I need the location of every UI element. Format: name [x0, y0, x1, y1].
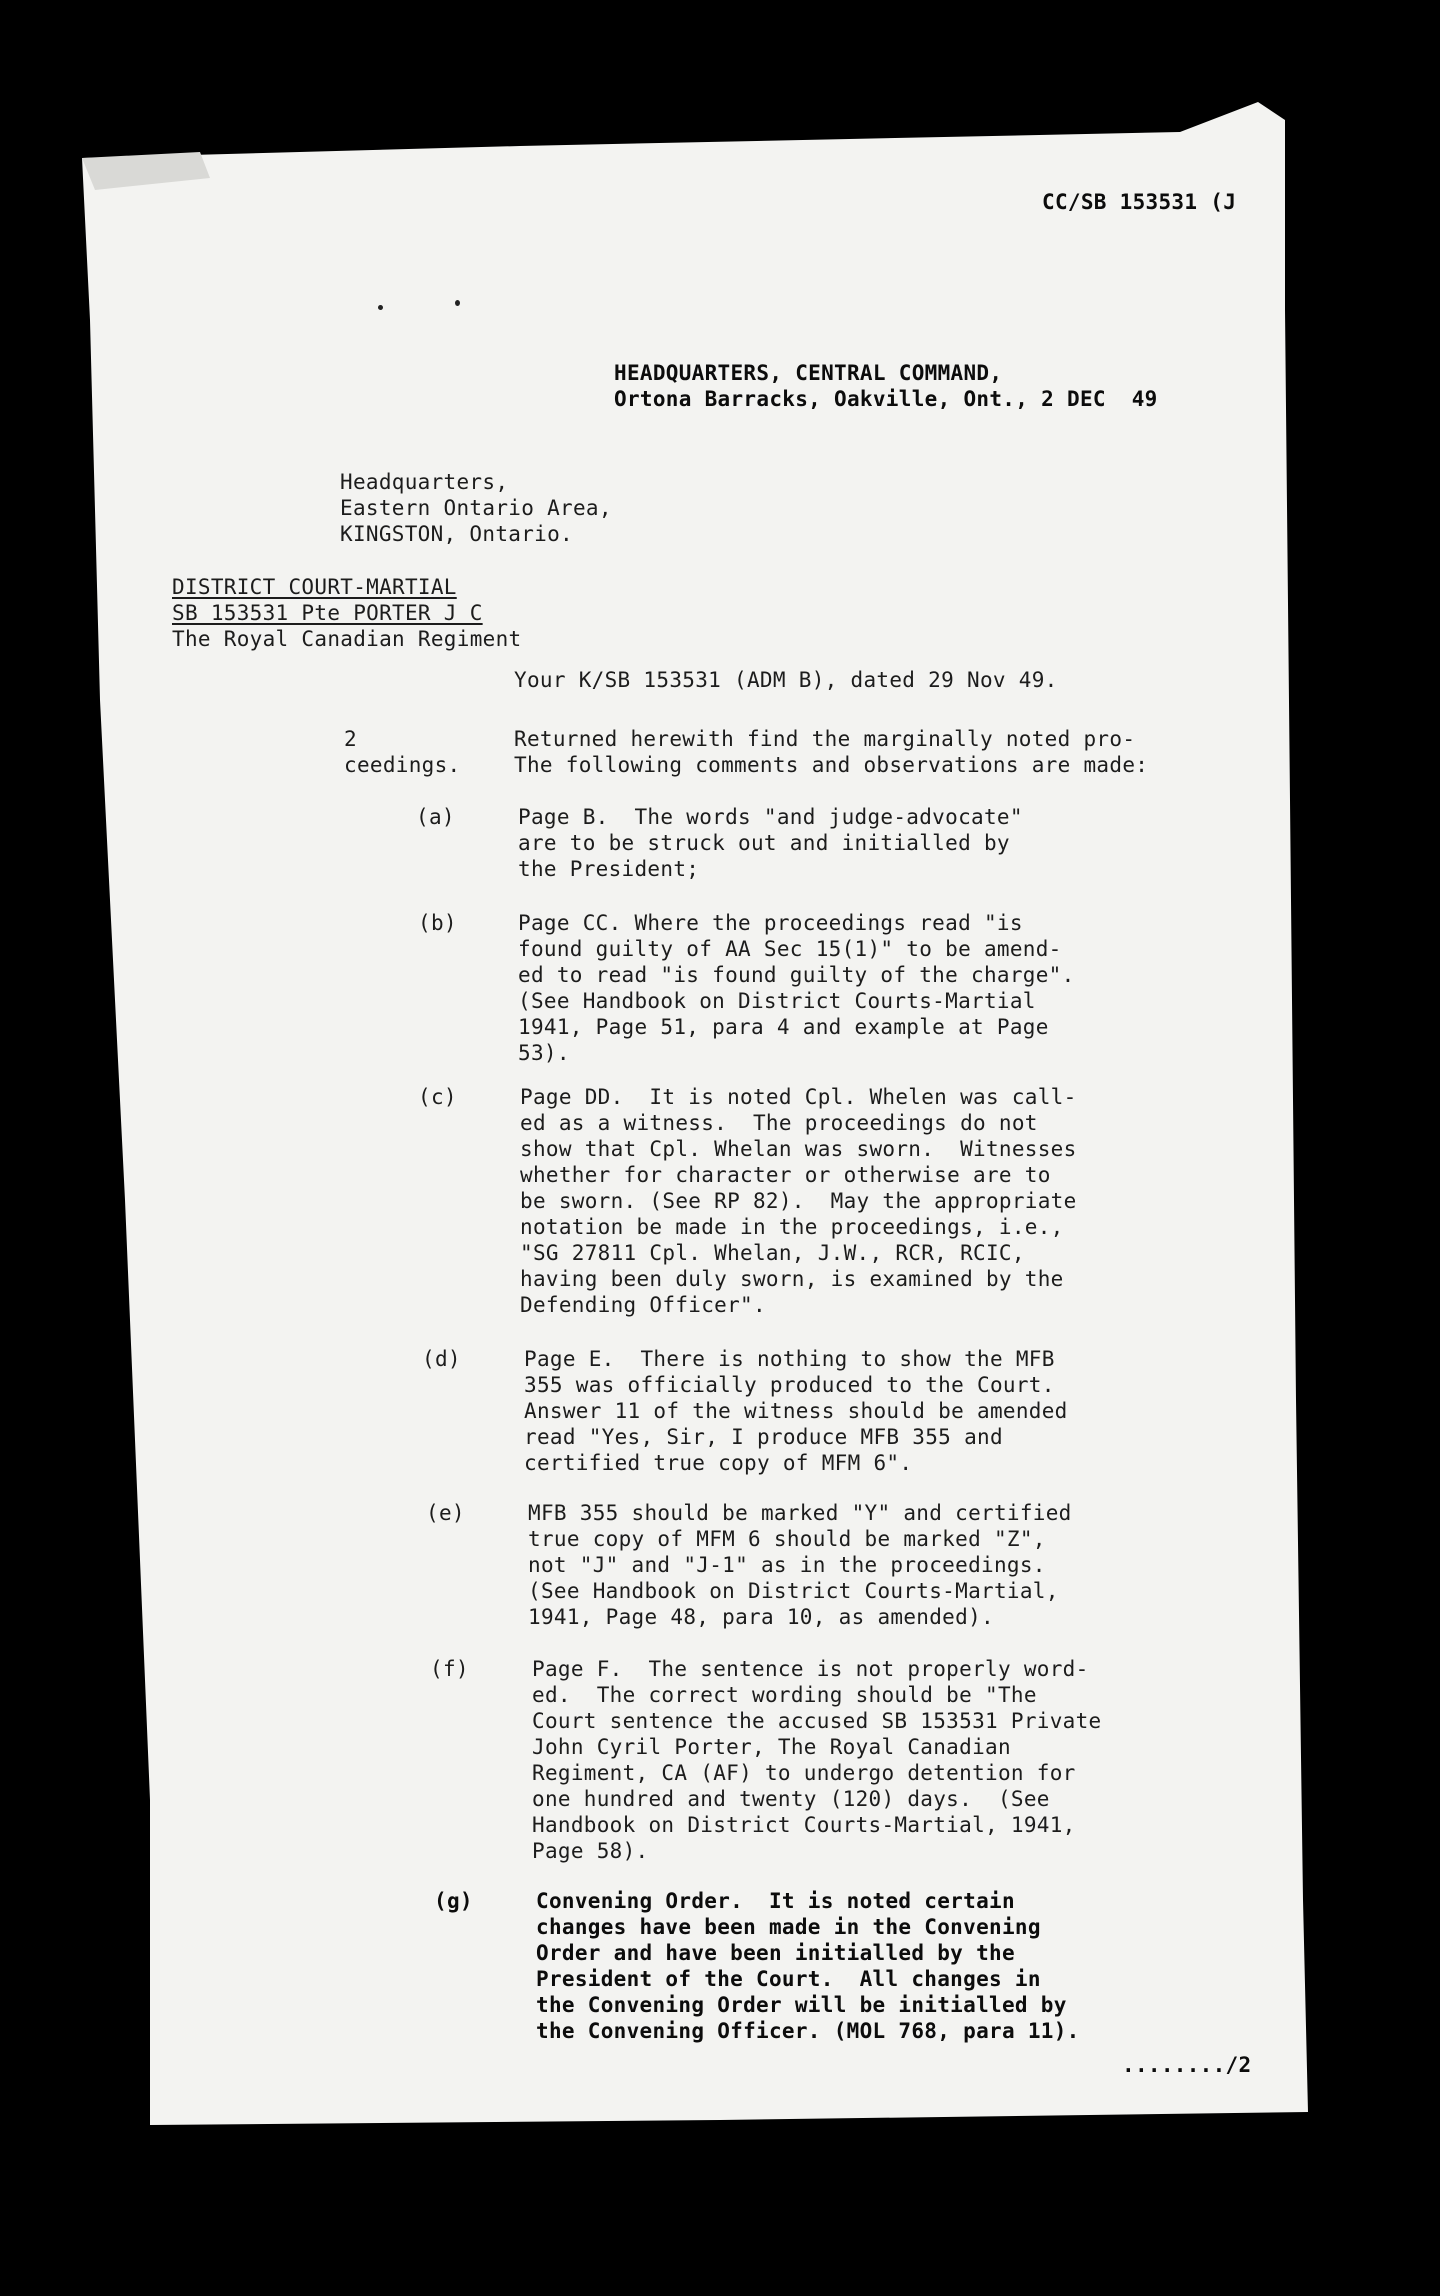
item-line: are to be struck out and initialled by	[518, 831, 1010, 855]
item-label: (c)	[418, 1085, 457, 1109]
item-line: Answer 11 of the witness should be amended	[524, 1399, 1068, 1423]
item-line: Defending Officer".	[520, 1293, 766, 1317]
ink-speck	[378, 305, 383, 310]
item-label: (d)	[422, 1347, 461, 1371]
item-label: (b)	[418, 911, 457, 935]
item-line: 53).	[518, 1041, 570, 1065]
item-line: ed as a witness. The proceedings do not	[520, 1111, 1038, 1135]
subject-line-2: SB 153531 Pte PORTER J C	[172, 601, 483, 625]
ink-speck	[455, 300, 460, 306]
item-line: Page E. There is nothing to show the MFB	[524, 1347, 1055, 1371]
item-line: whether for character or otherwise are to	[520, 1163, 1051, 1187]
item-line: Handbook on District Courts-Martial, 1941,	[532, 1813, 1076, 1837]
item-line: 355 was officially produced to the Court.	[524, 1373, 1055, 1397]
item-line: be sworn. (See RP 82). May the appropriate	[520, 1189, 1077, 1213]
item-line: true copy of MFM 6 should be marked "Z",	[528, 1527, 1046, 1551]
item-line: Order and have been initialled by the	[536, 1941, 1015, 1965]
item-line: show that Cpl. Whelan was sworn. Witnesses	[520, 1137, 1077, 1161]
margin-note-line-2: ceedings.	[344, 753, 461, 777]
item-line: President of the Court. All changes in	[536, 1967, 1041, 1991]
item-line: Court sentence the accused SB 153531 Private	[532, 1709, 1102, 1733]
item-label: (g)	[434, 1889, 473, 1913]
addressee-line-1: Headquarters,	[340, 470, 509, 494]
item-line: the Convening Officer. (MOL 768, para 11).	[536, 2019, 1080, 2043]
subject-line-3: The Royal Canadian Regiment	[172, 627, 522, 651]
file-reference: CC/SB 153531 (J	[1042, 190, 1237, 214]
header-line-1: HEADQUARTERS, CENTRAL COMMAND,	[614, 361, 1003, 385]
item-line: "SG 27811 Cpl. Whelan, J.W., RCR, RCIC,	[520, 1241, 1025, 1265]
item-line: Page F. The sentence is not properly word-	[532, 1657, 1089, 1681]
item-line: (See Handbook on District Courts-Martial,	[528, 1579, 1059, 1603]
item-line: ed. The correct wording should be "The	[532, 1683, 1037, 1707]
item-line: Page 58).	[532, 1839, 649, 1863]
page-continuation: ......../2	[1122, 2053, 1252, 2077]
intro-line-1: Returned herewith find the marginally noted pro-	[514, 727, 1136, 751]
item-line: Page DD. It is noted Cpl. Whelen was call-	[520, 1085, 1077, 1109]
item-label: (a)	[416, 805, 455, 829]
item-line: 1941, Page 51, para 4 and example at Page	[518, 1015, 1049, 1039]
item-line: changes have been made in the Convening	[536, 1915, 1041, 1939]
item-line: Page B. The words "and judge-advocate"	[518, 805, 1023, 829]
item-line: certified true copy of MFM 6".	[524, 1451, 913, 1475]
item-line: Page CC. Where the proceedings read "is	[518, 911, 1023, 935]
item-line: the Convening Order will be initialled by	[536, 1993, 1067, 2017]
item-line: Convening Order. It is noted certain	[536, 1889, 1015, 1913]
item-line: notation be made in the proceedings, i.e.,	[520, 1215, 1064, 1239]
subject-line-1: DISTRICT COURT-MARTIAL	[172, 575, 457, 599]
item-line: 1941, Page 48, para 10, as amended).	[528, 1605, 994, 1629]
item-line: not "J" and "J-1" as in the proceedings.	[528, 1553, 1046, 1577]
header-line-2: Ortona Barracks, Oakville, Ont., 2 DEC 49	[614, 387, 1158, 411]
item-line: Regiment, CA (AF) to undergo detention for	[532, 1761, 1076, 1785]
margin-note-line-1: 2	[344, 727, 357, 751]
item-line: having been duly sworn, is examined by the	[520, 1267, 1064, 1291]
item-line: John Cyril Porter, The Royal Canadian	[532, 1735, 1011, 1759]
item-line: (See Handbook on District Courts-Martial	[518, 989, 1036, 1013]
item-line: found guilty of AA Sec 15(1)" to be amend-	[518, 937, 1062, 961]
addressee-line-2: Eastern Ontario Area,	[340, 496, 612, 520]
reference-line: Your K/SB 153531 (ADM B), dated 29 Nov 49.	[514, 668, 1058, 692]
intro-line-2: The following comments and observations are made:	[514, 753, 1149, 777]
item-line: one hundred and twenty (120) days. (See	[532, 1787, 1050, 1811]
item-line: ed to read "is found guilty of the charge".	[518, 963, 1075, 987]
item-line: MFB 355 should be marked "Y" and certified	[528, 1501, 1072, 1525]
item-line: the President;	[518, 857, 700, 881]
item-label: (f)	[430, 1657, 469, 1681]
item-label: (e)	[426, 1501, 465, 1525]
item-line: read "Yes, Sir, I produce MFB 355 and	[524, 1425, 1003, 1449]
addressee-line-3: KINGSTON, Ontario.	[340, 522, 573, 546]
